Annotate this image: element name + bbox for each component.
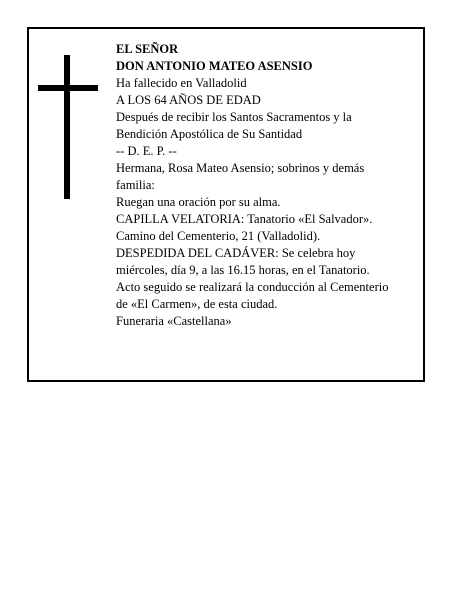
- funeral-home: Funeraria «Castellana»: [116, 314, 232, 328]
- procession-line: Acto seguido se realizará la conducción al Cementerio: [116, 280, 389, 294]
- notice-title: EL SEÑOR: [116, 42, 179, 56]
- cross-horizontal-bar: [38, 85, 98, 91]
- cross-vertical-bar: [64, 55, 70, 199]
- notice-text: [116, 41, 418, 330]
- sacraments-line: Después de recibir los Santos Sacramentos y la: [116, 110, 352, 124]
- death-place: Ha fallecido en Valladolid: [116, 76, 247, 90]
- chapel-address: Camino del Cementerio, 21 (Valladolid).: [116, 229, 321, 243]
- obituary-notice: [27, 27, 425, 382]
- farewell-time: miércoles, día 9, a las 16.15 horas, en el Tanatorio.: [116, 263, 370, 277]
- age-line: A LOS 64 AÑOS DE EDAD: [116, 93, 261, 107]
- farewell-line: DESPEDIDA DEL CADÁVER: Se celebra hoy: [116, 246, 356, 260]
- prayer-request: Ruegan una oración por su alma.: [116, 195, 281, 209]
- rip-line: -- D. E. P. --: [116, 144, 177, 158]
- family-line-continued: familia:: [116, 178, 155, 192]
- family-line: Hermana, Rosa Mateo Asensio; sobrinos y demás: [116, 161, 365, 175]
- cemetery-line: de «El Carmen», de esta ciudad.: [116, 297, 278, 311]
- cross-icon: [38, 55, 98, 199]
- chapel-line: CAPILLA VELATORIA: Tanatorio «El Salvador».: [116, 212, 373, 226]
- deceased-name: DON ANTONIO MATEO ASENSIO: [116, 59, 313, 73]
- blessing-line: Bendición Apostólica de Su Santidad: [116, 127, 303, 141]
